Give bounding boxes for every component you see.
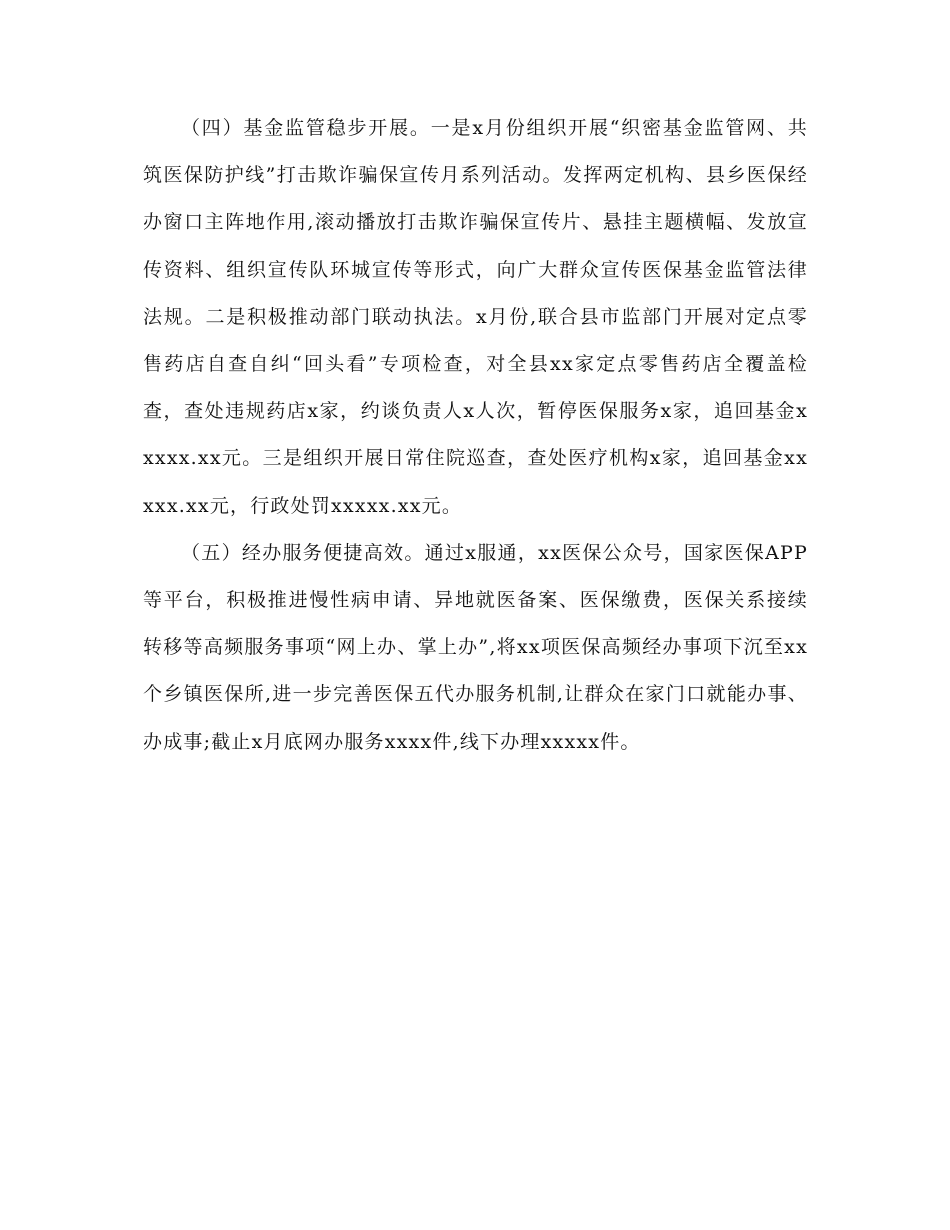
paragraph-fund-supervision: （四）基金监管稳步开展。一是x月份组织开展“织密基金监管网、共筑医保防护线”打击欺诈骗保宣传月系列活动。发挥两定机构、县乡医保经办窗口主阵地作用,滚动播放打击欺诈骗保宣传片、悬挂主题横幅、发放宣传资料、组织宣传队环城宣传等形式，向广大群众宣传医保基金监管法律法规。二是积极推动部门联动执法。x月份,联合县市监部门开展对定点零售药店自查自纠“回头看”专项检查，对全县xx家定点零售药店全覆盖检查，查处违规药店x家，约谈负责人x人次，暂停医保服务x家，追回基金xxxxx.xx元。三是组织开展日常住院巡查，查处医疗机构x家，追回基金xxxxx.xx元，行政处罚xxxxx.xx元。 — [143, 117, 808, 517]
paragraph-service-efficiency: （五）经办服务便捷高效。通过x服通，xx医保公众号，国家医保APP等平台，积极推进慢性病申请、异地就医备案、医保缴费，医保关系接续转移等高频服务事项“网上办、掌上办”,将xx项医保高频经办事项下沉至xx个乡镇医保所,进一步完善医保五代办服务机制,让群众在家门口就能办事、办成事;截止x月底网办服务xxxx件,线下办理xxxxx件。 — [143, 541, 808, 753]
document-body — [143, 105, 808, 766]
